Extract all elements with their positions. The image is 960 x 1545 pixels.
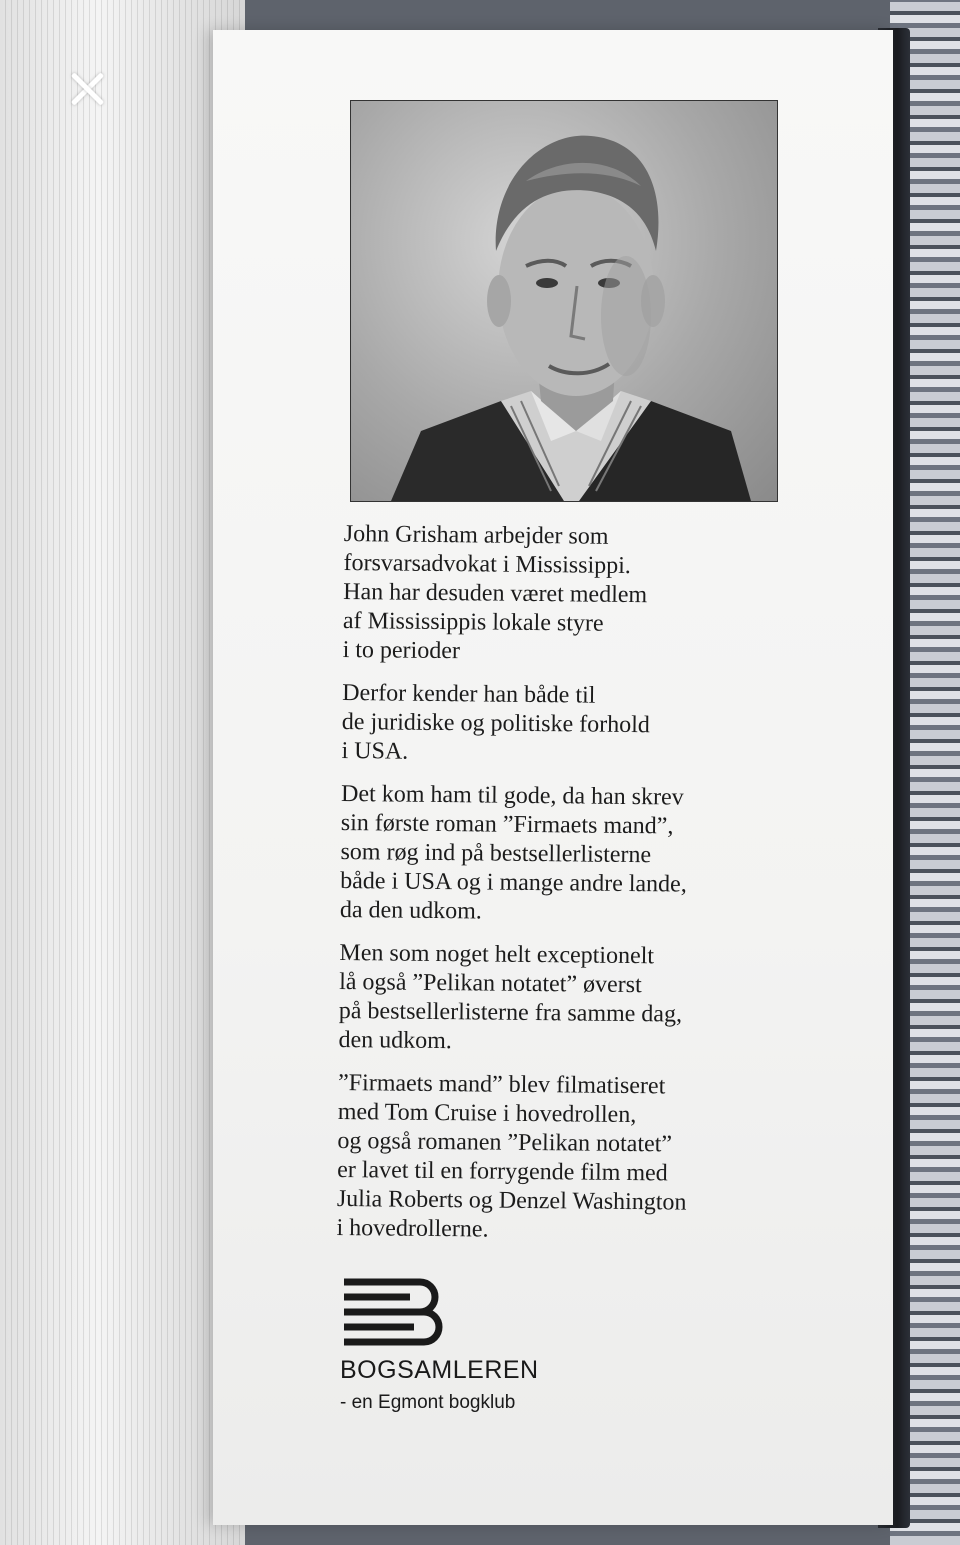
bio-paragraph: ”Firmaets mand” blev filmatiseret med Tom Cruise i hovedrollen, og også romanen ”Pelikan notatet” er lavet til en forrygende film med Julia Roberts og Denzel Washington i hovedrollerne.: [336, 1069, 687, 1243]
author-photo: [350, 100, 778, 502]
bio-paragraph: Men som noget helt exceptionelt lå også ”Pelikan notatet” øverst på bestsellerlisterne fra samme dag, den udkom.: [338, 939, 683, 1055]
bio-paragraph: Derfor kender han både til de juridiske og politiske forhold i USA.: [341, 679, 650, 765]
publisher-name: BOGSAMLEREN: [340, 1356, 539, 1384]
bio-paragraph: Det kom ham til gode, da han skrev sin første roman ”Firmaets mand”, som røg ind på bestsellerlisterne både i USA og i mange andre lande, da den udkom.: [339, 780, 687, 925]
bio-paragraph: John Grisham arbejder som forsvarsadvokat i Mississippi. Han har desuden været medlem af Mississippis lokale styre i to perioder: [342, 520, 648, 665]
author-bio: [336, 520, 804, 1262]
bogsamleren-logo: [340, 1276, 450, 1348]
publisher-tagline: - en Egmont bogklub: [340, 1392, 516, 1413]
close-icon[interactable]: [64, 66, 110, 112]
book-page-edges: [0, 0, 245, 1545]
